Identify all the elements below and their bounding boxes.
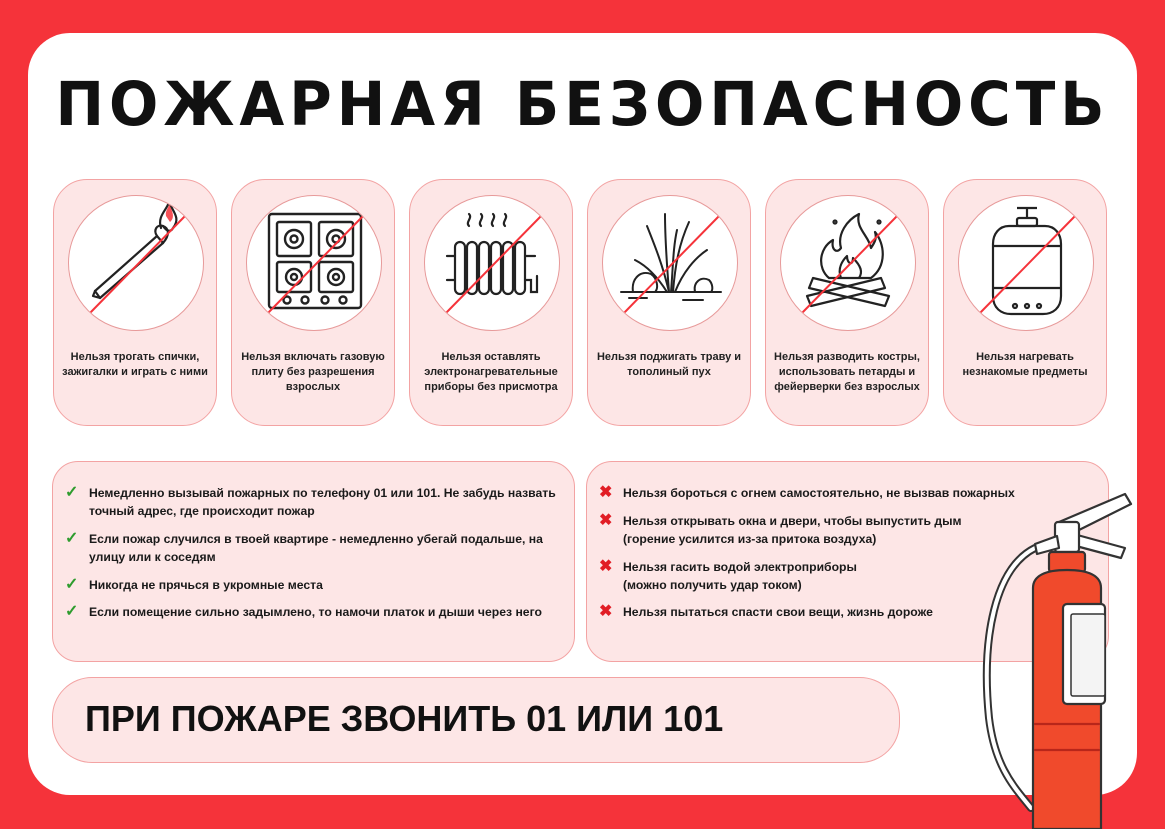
grass-icon — [602, 195, 738, 331]
prohibition-card — [409, 179, 573, 426]
prohibition-text: Нельзя нагревать незнакомые предметы — [962, 351, 1088, 378]
emergency-call-banner — [52, 677, 900, 763]
prohibition-text: Нельзя разводить костры, использовать петарды и фейерверки без взрослых — [774, 351, 920, 393]
prohibition-card — [231, 179, 395, 426]
cross-icon: ✖ — [599, 558, 613, 575]
list-item: ✖ Нельзя пытаться спасти свои вещи, жизнь дороже — [599, 603, 933, 620]
prohibition-text: Нельзя включать газовую плиту без разрешения взрослых — [241, 351, 385, 393]
check-icon: ✓ — [65, 603, 79, 620]
check-icon: ✓ — [65, 576, 79, 593]
dos-box — [52, 461, 575, 662]
radiator-icon — [424, 195, 560, 331]
prohibition-text: Нельзя оставлять электронагревательные приборы без присмотра — [424, 351, 558, 393]
gas-stove-icon — [246, 195, 382, 331]
prohibition-card — [587, 179, 751, 426]
check-icon: ✓ — [65, 530, 79, 547]
check-icon: ✓ — [65, 484, 79, 501]
list-item: ✓ Немедленно вызывай пожарных по телефону 01 или 101. Не забудь назвать точный адрес, где происходит пожар — [65, 484, 556, 518]
page-title: ПОЖАРНАЯ БЕЗОПАСНОСТЬ — [55, 68, 1110, 140]
match-icon — [68, 195, 204, 331]
gas-cylinder-icon — [958, 195, 1094, 331]
list-item: ✓ Если пожар случился в твоей квартире - немедленно убегай подальше, на улицу или к соседям — [65, 530, 543, 564]
cross-icon: ✖ — [599, 512, 613, 529]
list-item: ✓ Никогда не прячься в укромные места — [65, 576, 323, 593]
emergency-call-text: ПРИ ПОЖАРЕ ЗВОНИТЬ 01 ИЛИ 101 — [85, 698, 724, 739]
list-item: ✖ Нельзя бороться с огнем самостоятельно, не вызвав пожарных — [599, 484, 1015, 501]
list-item: ✖ Нельзя открывать окна и двери, чтобы выпустить дым (горение усилится из-за притока воздуха) — [599, 512, 962, 546]
cross-icon: ✖ — [599, 484, 613, 501]
cross-icon: ✖ — [599, 603, 613, 620]
prohibition-card — [53, 179, 217, 426]
campfire-icon — [780, 195, 916, 331]
prohibition-card — [765, 179, 929, 426]
list-item: ✖ Нельзя гасить водой электроприборы (можно получить удар током) — [599, 558, 857, 592]
list-item: ✓ Если помещение сильно задымлено, то намочи платок и дыши через него — [65, 603, 542, 620]
fire-extinguisher-icon — [975, 488, 1165, 829]
prohibition-text: Нельзя трогать спички, зажигалки и играть с ними — [62, 351, 208, 378]
prohibition-card — [943, 179, 1107, 426]
prohibition-text: Нельзя поджигать траву и тополиный пух — [596, 351, 742, 378]
